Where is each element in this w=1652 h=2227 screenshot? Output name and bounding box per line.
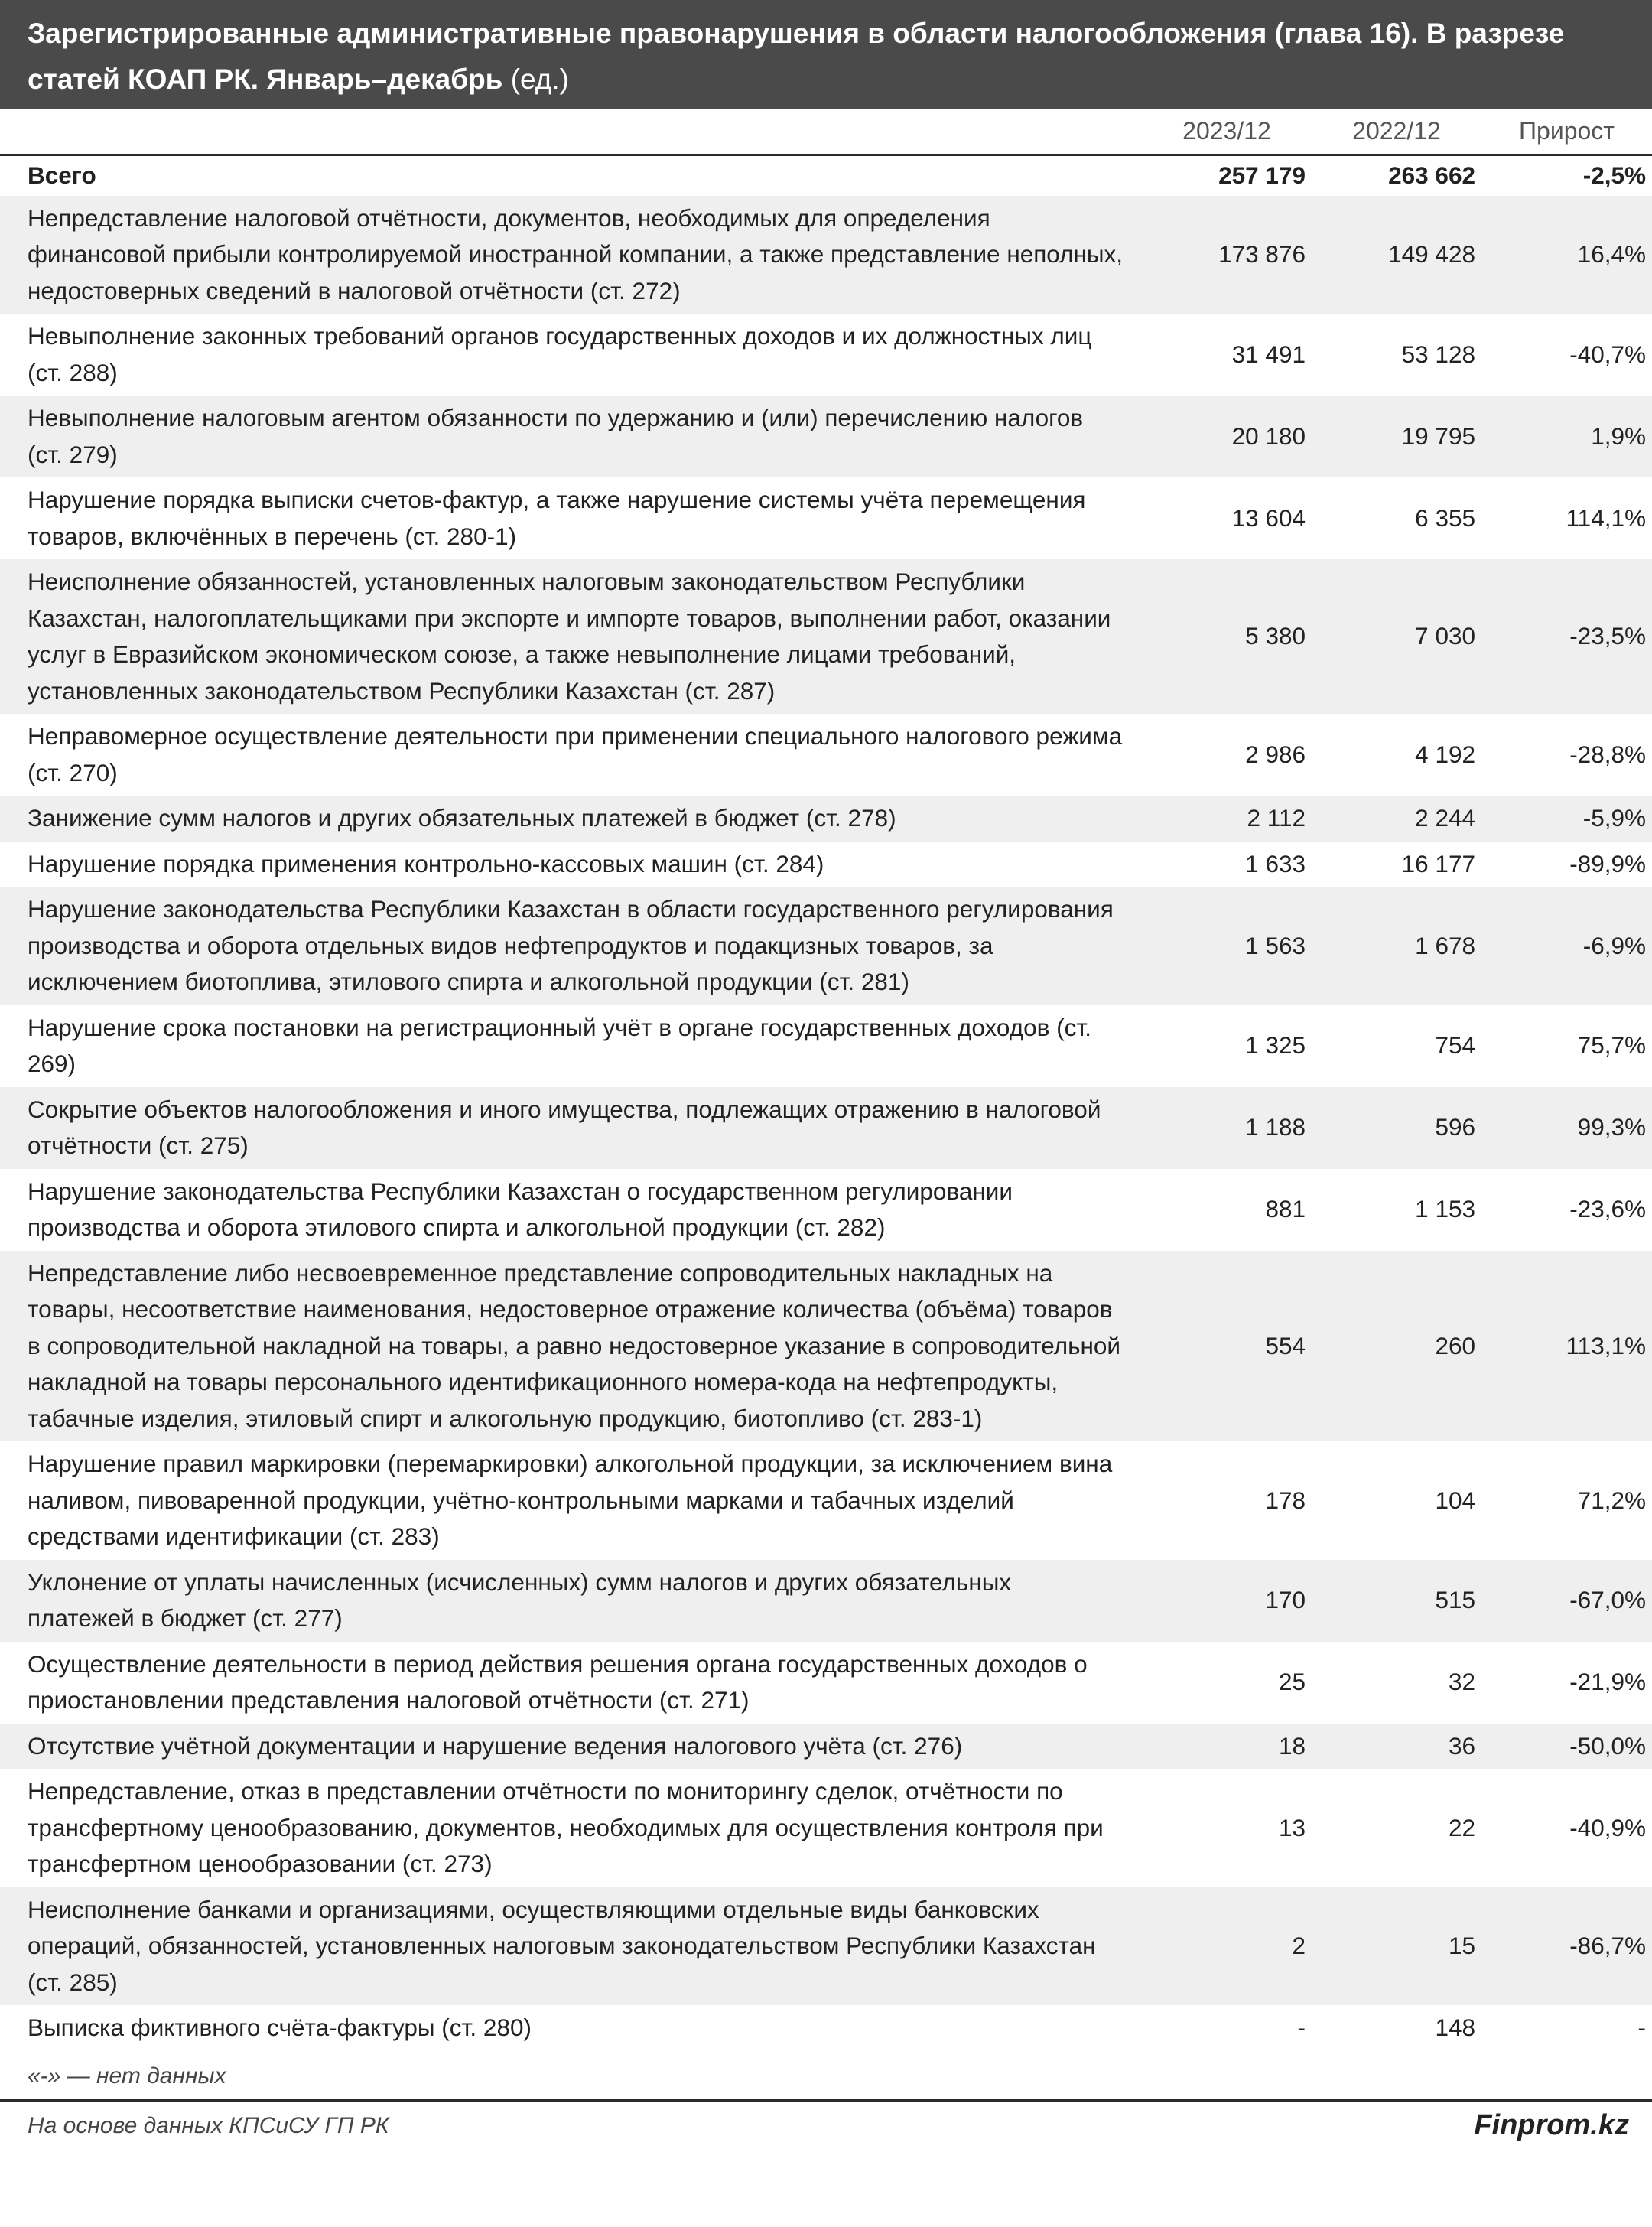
- value-2022: 36: [1448, 1731, 1475, 1760]
- value-2022: 2 244: [1415, 804, 1475, 832]
- value-2023: 13: [1278, 1813, 1306, 1841]
- column-header-growth: Прирост: [1519, 117, 1615, 145]
- row-label: Нарушение законодательства Республики Казахстан о государственном регулировании производства и оборота этилового спирта и алкогольной продукции (ст. 282): [28, 1177, 1013, 1241]
- table-row: [0, 1560, 1652, 1642]
- value-2023: 5 380: [1245, 622, 1306, 650]
- value-2022: 6 355: [1415, 503, 1475, 532]
- table-row: [0, 1724, 1652, 1770]
- row-label: Уклонение от уплаты начисленных (исчисленных) сумм налогов и других обязательных платежей в бюджет (ст. 277): [28, 1568, 1012, 1632]
- value-2022: 148: [1435, 2014, 1475, 2041]
- table-row: [0, 1769, 1652, 1887]
- table-row: [0, 1005, 1652, 1087]
- value-growth: -86,7%: [1569, 1932, 1646, 1959]
- table-row: [0, 1169, 1652, 1251]
- row-label: Непредставление либо несвоевременное представление сопроводительных накладных на товары, несоответствие наименования, недостоверное отражение количества (объёма) товаров в сопроводительной накладной на товары, а равно недостоверное указание в сопроводительной накладной на товары персонального идентификационного номера-кода на нефтепродукты, табачные изделия, этиловый спирт и алкогольную продукцию, биотопливо (ст. 283-1): [28, 1258, 1121, 1432]
- value-2023: 1 188: [1245, 1113, 1306, 1141]
- row-label: Нарушение законодательства Республики Казахстан в области государственного регулирования производства и оборота отдельных видов нефтепродуктов и подакцизных товаров, за исключением биотоплива, этилового спирта и алкогольной продукции (ст. 281): [28, 895, 1114, 995]
- value-2023: 2: [1292, 1932, 1306, 1959]
- value-growth: 75,7%: [1577, 1031, 1646, 1060]
- row-label: Отсутствие учётной документации и нарушение ведения налогового учёта (ст. 276): [28, 1731, 963, 1760]
- column-header-2023: 2023/12: [1182, 117, 1271, 145]
- table-row: [0, 1251, 1652, 1442]
- value-2023: 170: [1265, 1586, 1306, 1614]
- value-2022: 32: [1448, 1668, 1475, 1696]
- value-2022: 15: [1448, 1932, 1475, 1959]
- value-growth: 16,4%: [1577, 240, 1646, 268]
- value-growth: -5,9%: [1582, 804, 1646, 832]
- value-2023: 20 180: [1231, 422, 1306, 450]
- row-label: Неисполнение обязанностей, установленных налоговым законодательством Республики Казахстан, налогоплательщиками при экспорте и импорте товаров, выполнении работ, оказании услуг в Евразийском экономическом союзе, а также невыполнение лицами требований, установленных законодательством Республики Казахстан (ст. 287): [28, 568, 1111, 705]
- row-label: Нарушение порядка выписки счетов-фактур, а также нарушение системы учёта перемещения товаров, включённых в перечень (ст. 280-1): [28, 486, 1086, 550]
- value-2022: 19 795: [1401, 422, 1475, 450]
- footer: [0, 2102, 1652, 2150]
- value-growth: -40,7%: [1569, 340, 1646, 368]
- title-bar: [0, 0, 1652, 109]
- row-label: Невыполнение налоговым агентом обязанности по удержанию и (или) перечислению налогов (ст. 279): [28, 404, 1084, 468]
- table-row: [0, 2005, 1652, 2051]
- value-growth: -23,6%: [1569, 1195, 1646, 1223]
- value-2022: 104: [1435, 1486, 1475, 1514]
- row-label: Всего: [28, 161, 96, 189]
- row-label: Осуществление деятельности в период действия решения органа государственных доходов о приостановлении представления налоговой отчётности (ст. 271): [28, 1649, 1088, 1714]
- value-growth: -2,5%: [1582, 161, 1646, 189]
- value-2023: 1 633: [1245, 849, 1306, 877]
- value-2023: 257 179: [1218, 161, 1306, 189]
- row-label: Неправомерное осуществление деятельности при применении специального налогового режима (ст. 270): [28, 722, 1123, 786]
- value-growth: -: [1637, 2014, 1646, 2041]
- value-2022: 53 128: [1401, 340, 1475, 368]
- value-growth: -6,9%: [1582, 931, 1646, 959]
- value-2022: 263 662: [1388, 161, 1475, 189]
- table-row: [0, 887, 1652, 1005]
- value-2022: 4 192: [1415, 740, 1475, 768]
- value-2022: 1 153: [1415, 1195, 1475, 1223]
- chart-unit: (ед.): [510, 63, 569, 95]
- value-2022: 515: [1435, 1586, 1475, 1614]
- table-row: [0, 1441, 1652, 1560]
- value-2023: 881: [1265, 1195, 1306, 1223]
- value-growth: 113,1%: [1566, 1331, 1646, 1359]
- table-row: [0, 477, 1652, 559]
- value-growth: -89,9%: [1569, 849, 1646, 877]
- table-body: [0, 156, 1652, 2051]
- value-growth: 1,9%: [1591, 422, 1646, 450]
- value-2023: 2 112: [1247, 804, 1306, 832]
- table-row: [0, 559, 1652, 714]
- value-2022: 754: [1435, 1031, 1475, 1060]
- table-row: [0, 196, 1652, 314]
- table-header: [0, 109, 1652, 156]
- value-2023: 173 876: [1218, 240, 1306, 268]
- row-label: Непредставление, отказ в представлении отчётности по мониторингу сделок, отчётности по трансфертному ценообразованию, документов, необходимых для осуществления контроля при трансфертном ценообразовании (ст. 273): [28, 1777, 1104, 1877]
- value-2023: 554: [1265, 1331, 1306, 1359]
- table-row: [0, 1642, 1652, 1724]
- row-label: Нарушение порядка применения контрольно-кассовых машин (ст. 284): [28, 849, 824, 877]
- value-growth: -67,0%: [1569, 1586, 1646, 1614]
- table-row: [0, 396, 1652, 477]
- value-growth: -40,9%: [1569, 1813, 1646, 1841]
- table-row: [0, 714, 1652, 796]
- table-row: [0, 796, 1652, 842]
- value-2023: 13 604: [1231, 503, 1306, 532]
- value-growth: -50,0%: [1569, 1731, 1646, 1760]
- value-2023: 18: [1278, 1731, 1306, 1760]
- value-2023: 2 986: [1245, 740, 1306, 768]
- value-growth: -23,5%: [1569, 622, 1646, 650]
- value-2022: 260: [1435, 1331, 1475, 1359]
- value-growth: 114,1%: [1566, 503, 1646, 532]
- value-2023: 178: [1265, 1486, 1306, 1514]
- row-label: Сокрытие объектов налогообложения и иного имущества, подлежащих отражению в налоговой отчётности (ст. 275): [28, 1095, 1101, 1159]
- value-2023: 25: [1278, 1668, 1306, 1696]
- table-row: [0, 1887, 1652, 2006]
- source-note: На основе данных КПСиСУ ГП РК: [28, 2112, 389, 2138]
- row-label: Нарушение срока постановки на регистрационный учёт в органе государственных доходов (ст. 269): [28, 1013, 1092, 1077]
- column-header-2022: 2022/12: [1352, 117, 1441, 145]
- value-2023: 1 563: [1245, 931, 1306, 959]
- value-2023: 31 491: [1231, 340, 1306, 368]
- row-label: Занижение сумм налогов и других обязательных платежей в бюджет (ст. 278): [28, 804, 896, 832]
- table-row: [0, 842, 1652, 887]
- table-row: [0, 1087, 1652, 1169]
- row-label: Выписка фиктивного счёта-фактуры (ст. 280): [28, 2014, 532, 2041]
- value-2022: 22: [1448, 1813, 1475, 1841]
- row-label: Невыполнение законных требований органов государственных доходов и их должностных лиц (ст. 288): [28, 322, 1092, 386]
- chart-title: Зарегистрированные административные правонарушения в области налогообложения (глава 16). В разрезе статей КОАП РК. Январь–декабрь: [28, 18, 1565, 95]
- row-label: Неисполнение банками и организациями, осуществляющими отдельные виды банковских операций, обязанностей, установленных налоговым законодательством Республики Казахстан (ст. 285): [28, 1895, 1096, 1996]
- row-label: Непредставление налоговой отчётности, документов, необходимых для определения финансовой прибыли контролируемой иностранной компании, а также представление неполных, недостоверных сведений в налоговой отчётности (ст. 272): [28, 203, 1124, 304]
- value-growth: 99,3%: [1577, 1113, 1646, 1141]
- value-growth: -28,8%: [1569, 740, 1646, 768]
- value-2023: 1 325: [1245, 1031, 1306, 1060]
- value-2022: 7 030: [1415, 622, 1475, 650]
- value-growth: -21,9%: [1569, 1668, 1646, 1696]
- table-row: [0, 314, 1652, 396]
- value-2022: 149 428: [1388, 240, 1475, 268]
- value-2022: 16 177: [1401, 849, 1475, 877]
- brand-logo: Finprom.kz: [1474, 2109, 1629, 2141]
- value-2023: -: [1297, 2014, 1306, 2041]
- value-2022: 596: [1435, 1113, 1475, 1141]
- table-row-total: [0, 156, 1652, 196]
- row-label: Нарушение правил маркировки (перемаркировки) алкогольной продукции, за исключением вина наливом, пивоваренной продукции, учётно-контрольными марками и табачных изделий средствами идентификации (ст. 283): [28, 1450, 1113, 1550]
- value-2022: 1 678: [1415, 931, 1475, 959]
- footnote: «-» — нет данных: [0, 2051, 1652, 2102]
- value-growth: 71,2%: [1577, 1486, 1646, 1514]
